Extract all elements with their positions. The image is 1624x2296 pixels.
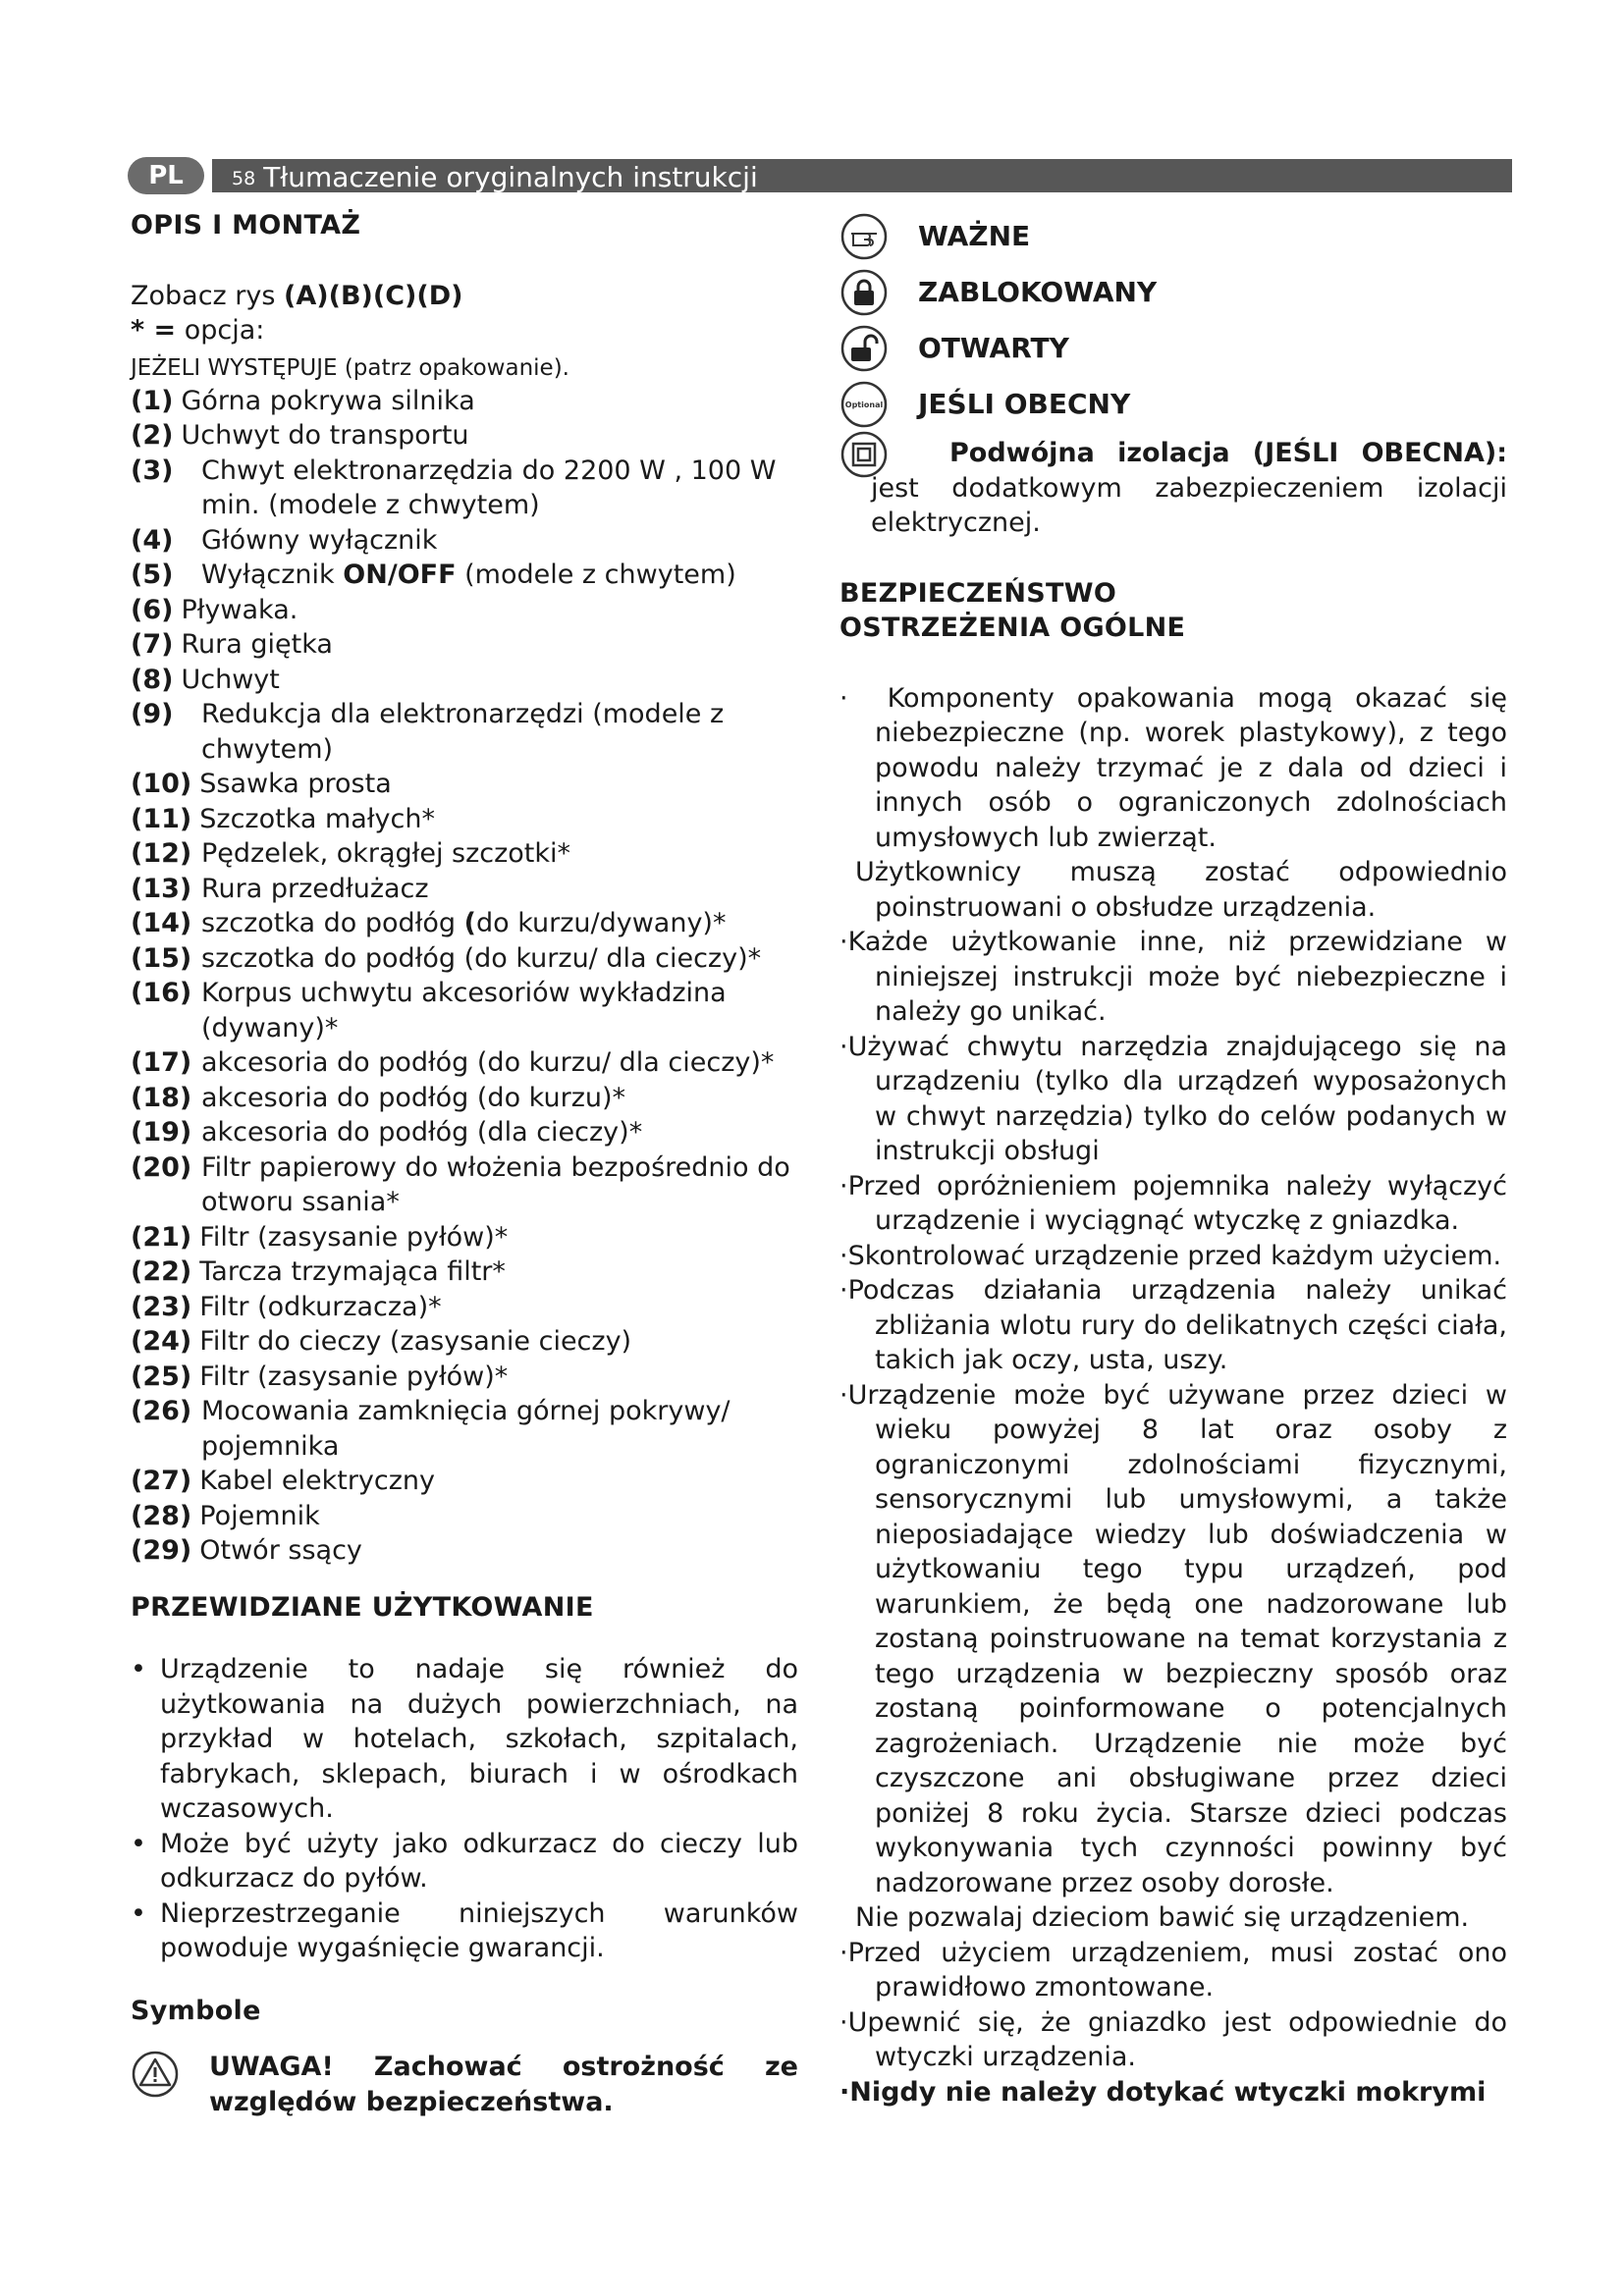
parts-list-item <box>131 1220 798 1255</box>
section-title-general-warnings: OSTRZEŻENIA OGÓLNE <box>839 613 1186 643</box>
symbol-row-locked <box>839 264 1507 320</box>
hand-pointer-icon <box>839 212 889 261</box>
parts-list <box>131 384 798 1569</box>
section-title-intended-use: PRZEWIDZIANE UŻYTKOWANIE <box>131 1591 594 1623</box>
parts-list-item <box>131 697 798 767</box>
parts-list-item <box>131 872 798 907</box>
item-number: (14) <box>131 908 192 938</box>
item-text: Główny wyłącznik <box>201 524 438 556</box>
item-text: Rura giętka <box>181 629 333 660</box>
section-title-safety: BEZPIECZEŃSTWO <box>839 577 1117 609</box>
item-number: (5) <box>131 560 174 590</box>
parts-list-item <box>131 1045 798 1081</box>
left-column <box>131 208 798 2119</box>
symbol-label-optional: JEŚLI OBECNY <box>918 387 1131 420</box>
double-insulation-icon <box>839 430 889 479</box>
parts-list-item <box>131 1115 798 1150</box>
parts-list-item <box>131 1150 798 1220</box>
option-line: * = opcja: <box>131 315 265 346</box>
parts-list-item <box>131 1533 798 1569</box>
parts-list-item <box>131 1360 798 1395</box>
parts-list-item <box>131 906 798 941</box>
safety-last-line: ·Nigdy nie należy dotykać wtyczki mokrymi <box>839 2076 1487 2108</box>
parts-list-item <box>131 1290 798 1325</box>
svg-text:Optional: Optional <box>844 400 884 409</box>
safety-item: ·Przed opróżnieniem pojemnika należy wyłączyć urządzenie i wyciągnąć wtyczkę z gniazdka. <box>839 1170 1507 1236</box>
item-text: Uchwyt do transportu <box>181 420 469 451</box>
item-number: (18) <box>131 1082 192 1113</box>
item-number: (22) <box>131 1256 192 1287</box>
item-number: (24) <box>131 1326 192 1357</box>
item-number: (25) <box>131 1361 192 1392</box>
item-number: (10) <box>131 769 192 799</box>
item-number: (19) <box>131 1117 192 1148</box>
item-number: (16) <box>131 978 192 1008</box>
page-header <box>128 157 1512 194</box>
item-text: Filtr do cieczy (zasysanie cieczy) <box>199 1326 632 1357</box>
symbol-label-unlocked: OTWARTY <box>918 331 1069 364</box>
symbol-row-optional <box>839 376 1507 432</box>
item-text: Otwór ssący <box>199 1535 362 1566</box>
item-text: Filtr (zasysanie pyłów)* <box>199 1221 509 1253</box>
locked-icon <box>839 268 889 317</box>
parts-list-item <box>131 836 798 872</box>
safety-item: · Komponenty opakowania mogą okazać się niebezpieczne (np. worek plastykowy), z tego powodu należy trzymać je z dala od dzieci i innych osób o ograniczonych zdolnościach umysłowych lub zwierząt. <box>839 682 1507 853</box>
parts-list-item <box>131 767 798 802</box>
bullet-mark: • <box>131 1654 146 1684</box>
parts-list-item <box>131 1081 798 1116</box>
intended-use-list <box>131 1652 798 1966</box>
item-number: (15) <box>131 942 192 974</box>
item-number: (7) <box>131 629 174 660</box>
item-text: Korpus uchwytu akcesoriów wykładzina (dywany)* <box>201 978 727 1043</box>
item-number: (28) <box>131 1500 192 1531</box>
bullet-mark: • <box>131 1897 146 1929</box>
bullet-mark: • <box>131 1828 146 1859</box>
see-figure-line: Zobacz rys (A)(B)(C)(D) <box>131 280 463 311</box>
item-number: (6) <box>131 594 174 625</box>
item-number: (9) <box>131 699 174 729</box>
item-text: Pojemnik <box>199 1500 320 1531</box>
item-text: Kabel elektryczny <box>199 1466 436 1496</box>
page-number: 58 <box>232 168 256 189</box>
optional-icon <box>839 380 889 429</box>
item-number: (1) <box>131 385 174 416</box>
figure-refs: (A)(B)(C)(D) <box>284 280 463 311</box>
parts-list-item <box>131 1499 798 1534</box>
intended-use-item: • Nieprzestrzeganie niniejszych warunków powoduje wygaśnięcie gwarancji. <box>131 1896 798 1966</box>
symbol-label-locked: ZABLOKOWANY <box>918 275 1158 308</box>
section-title-symbols: Symbole <box>131 1995 261 2026</box>
item-text: Tarcza trzymająca filtr* <box>199 1256 506 1287</box>
intended-use-item: • Urządzenie to nadaje się również do użytkowania na dużych powierzchniach, na przykład w hotelach, szkołach, szpitalach, fabrykach, sklepach, biurach i w ośrodkach wczasowych. <box>131 1652 798 1827</box>
item-number: (17) <box>131 1047 192 1078</box>
item-text: Pływaka. <box>181 594 298 625</box>
item-text: Filtr (odkurzacza)* <box>199 1291 442 1322</box>
item-text: Redukcja dla elektronarzędzi (modele z chwytem) <box>201 699 725 765</box>
item-number: (11) <box>131 803 192 834</box>
parts-list-item <box>131 802 798 837</box>
safety-item: ·Skontrolować urządzenie przed każdym użyciem. <box>839 1240 1502 1271</box>
warning-symbol-row <box>131 2050 798 2119</box>
item-number: (27) <box>131 1466 192 1496</box>
item-number: (8) <box>131 664 174 695</box>
safety-list <box>839 681 1507 2075</box>
item-text: akcesoria do podłóg (do kurzu/ dla cieczy)* <box>201 1047 775 1078</box>
item-text: Chwyt elektronarzędzia do 2200 W , 100 W min. (modele z chwytem) <box>201 454 777 520</box>
parts-list-item <box>131 627 798 663</box>
parts-list-item <box>131 454 798 523</box>
item-number: (29) <box>131 1535 192 1566</box>
double-insulation-text: Podwójna izolacja (JEŚLI OBECNA): jest dodatkowym zabezpieczeniem izolacji elektrycznej. <box>871 438 1507 538</box>
intended-use-item: • Może być użyty jako odkurzacz do cieczy lub odkurzacz do pyłów. <box>131 1827 798 1896</box>
item-number: (20) <box>131 1151 192 1183</box>
safety-item: Użytkownicy muszą zostać odpowiednio poinstruowani o obsłudze urządzenia. <box>855 857 1507 923</box>
safety-item: ·Każde użytkowanie inne, niż przewidziane w niniejszej instrukcji może być niebezpieczne i należy go unikać. <box>839 927 1507 1027</box>
symbol-label-important: WAŻNE <box>918 219 1031 252</box>
item-text: Pędzelek, okrągłej szczotki* <box>201 838 571 869</box>
warning-text: UWAGA! Zachować ostrożność ze względów bezpieczeństwa. <box>209 2052 798 2117</box>
parts-list-item <box>131 941 798 977</box>
parts-list-item <box>131 593 798 628</box>
right-column <box>839 208 1507 2109</box>
item-number: (26) <box>131 1396 192 1426</box>
unlocked-icon <box>839 324 889 373</box>
symbol-row-unlocked <box>839 320 1507 376</box>
item-number: (12) <box>131 838 192 869</box>
item-number: (13) <box>131 873 192 904</box>
warning-triangle-icon <box>131 2050 180 2099</box>
item-text: szczotka do podłóg (do kurzu/ dla cieczy)* <box>201 942 762 974</box>
parts-list-item <box>131 384 798 419</box>
item-number: (3) <box>131 454 174 486</box>
safety-item: ·Upewnić się, że gniazdko jest odpowiednie do wtyczki urządzenia. <box>839 2006 1507 2072</box>
section-title-description: OPIS I MONTAŻ <box>131 210 361 240</box>
double-insulation-block <box>839 436 1507 541</box>
header-bar <box>212 159 1512 192</box>
symbol-row-important <box>839 208 1507 264</box>
safety-item: ·Używać chwytu narzędzia znajdującego się na urządzeniu (tylko dla urządzeń wyposażonych w chwyt narzędzia) tylko do celów podanych w instrukcji obsługi <box>839 1031 1507 1166</box>
language-badge: PL <box>128 157 204 194</box>
parts-list-item <box>131 1464 798 1499</box>
safety-item: ·Urządzenie może być używane przez dzieci w wieku powyżej 8 lat oraz osoby z ograniczonymi zdolnościami fizycznymi, sensorycznymi lub umysłowymi, a także nieposiadające wiedzy lub doświadczenia w użytkowaniu tego typu urządzeń, pod warunkiem, że będą one nadzorowane lub zostaną poinstruowane na temat korzystania z tego urządzenia w bezpieczny sposób oraz zostaną poinformowane o potencjalnych zagrożeniach. Urządzenie nie może być czyszczone ani obsługiwane przez dzieci poniżej 8 roku życia. Starsze dzieci podczas wykonywania tych czynności powinny być nadzorowane przez osoby dorosłe. <box>839 1379 1507 1898</box>
item-text: akcesoria do podłóg (do kurzu)* <box>201 1082 626 1113</box>
option-note: JEŻELI WYSTĘPUJE (patrz opakowanie). <box>131 354 569 381</box>
item-text: Wyłącznik ON/OFF (modele z chwytem) <box>201 560 736 590</box>
parts-list-item <box>131 976 798 1045</box>
item-text: Ssawka prosta <box>199 769 392 799</box>
item-number: (4) <box>131 524 174 556</box>
header-title: Tłumaczenie oryginalnych instrukcji <box>263 161 758 192</box>
parts-list-item <box>131 523 798 559</box>
safety-item: Nie pozwalaj dzieciom bawić się urządzeniem. <box>855 1902 1470 1933</box>
item-text: Szczotka małych* <box>199 803 435 834</box>
item-number: (21) <box>131 1221 192 1253</box>
item-text: Filtr papierowy do włożenia bezpośrednio do otworu ssania* <box>201 1151 790 1217</box>
item-text: Uchwyt <box>181 664 280 695</box>
parts-list-item <box>131 663 798 698</box>
item-text: Mocowania zamknięcia górnej pokrywy/ pojemnika <box>201 1396 731 1462</box>
parts-list-item <box>131 1324 798 1360</box>
parts-list-item <box>131 558 798 593</box>
parts-list-item <box>131 1255 798 1290</box>
item-text: Górna pokrywa silnika <box>181 385 475 416</box>
parts-list-item <box>131 1394 798 1464</box>
safety-item: ·Przed użyciem urządzeniem, musi zostać ono prawidłowo zmontowane. <box>839 1937 1507 2002</box>
item-text: szczotka do podłóg (do kurzu/dywany)* <box>201 908 727 938</box>
safety-item: ·Podczas działania urządzenia należy unikać zbliżania wlotu rury do delikatnych części ciała, takich jak oczy, usta, uszy. <box>839 1275 1507 1375</box>
parts-list-item <box>131 418 798 454</box>
item-number: (23) <box>131 1291 192 1322</box>
item-text: Rura przedłużacz <box>201 873 429 904</box>
item-text: akcesoria do podłóg (dla cieczy)* <box>201 1117 643 1148</box>
item-text: Filtr (zasysanie pyłów)* <box>199 1361 509 1392</box>
item-number: (2) <box>131 420 174 451</box>
